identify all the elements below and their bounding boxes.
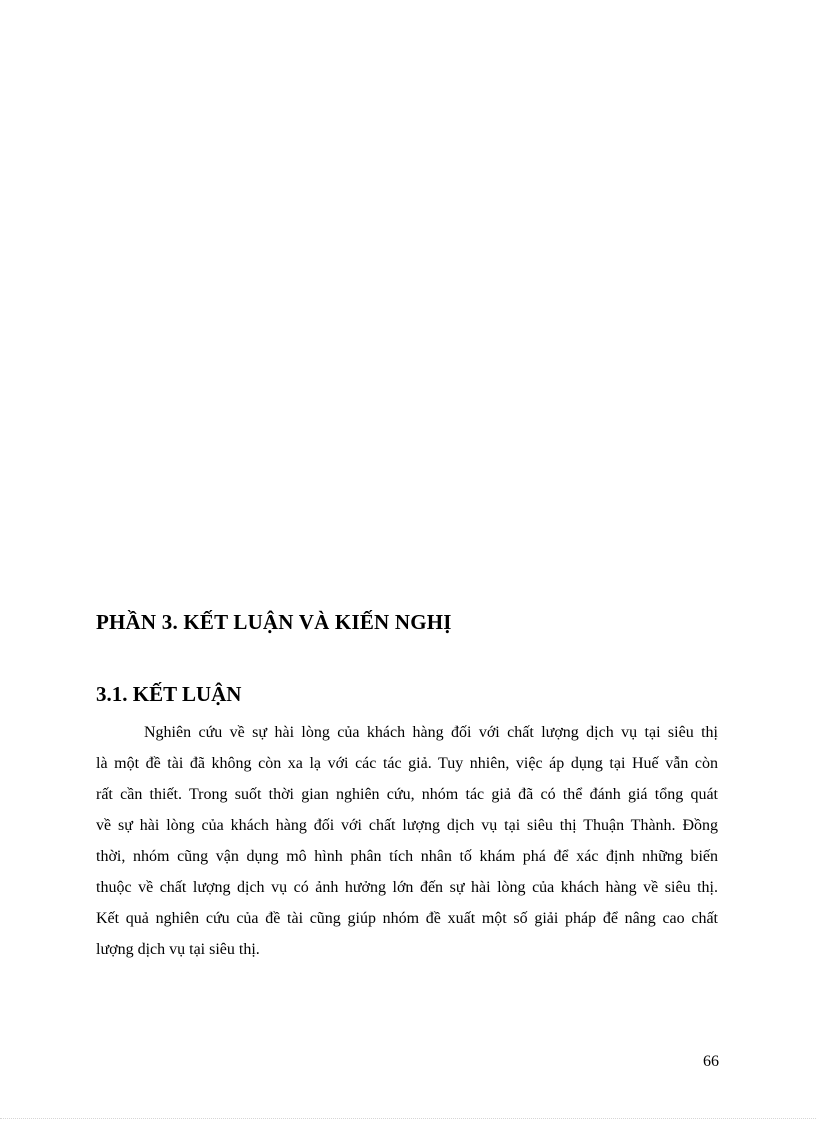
- section-heading: PHẦN 3. KẾT LUẬN VÀ KIẾN NGHỊ: [96, 610, 452, 634]
- paragraph-line: là một đề tài đã không còn xa lạ với các tác giả. Tuy nhiên, việc áp dụng tại Huế vẫn còn: [96, 755, 718, 772]
- page-number: 66: [703, 1053, 719, 1070]
- footer-divider: [0, 1118, 816, 1119]
- paragraph-line: rất cần thiết. Trong suốt thời gian nghiên cứu, nhóm tác giả đã có thể đánh giá tổng quát: [96, 786, 718, 803]
- conclusion-paragraph: [96, 717, 718, 965]
- paragraph-line: thời, nhóm cũng vận dụng mô hình phân tích nhân tố khám phá để xác định những biến: [96, 848, 718, 865]
- paragraph-line: thuộc về chất lượng dịch vụ có ảnh hưởng lớn đến sự hài lòng của khách hàng về siêu thị.: [96, 879, 718, 896]
- paragraph-line: về sự hài lòng của khách hàng đối với chất lượng dịch vụ tại siêu thị Thuận Thành. Đồng: [96, 817, 718, 834]
- paragraph-line: Kết quả nghiên cứu của đề tài cũng giúp nhóm đề xuất một số giải pháp để nâng cao chất: [96, 910, 718, 927]
- paragraph-line: Nghiên cứu về sự hài lòng của khách hàng đối với chất lượng dịch vụ tại siêu thị: [144, 724, 718, 741]
- subsection-heading: 3.1. KẾT LUẬN: [96, 682, 242, 706]
- paragraph-line: lượng dịch vụ tại siêu thị.: [96, 941, 260, 958]
